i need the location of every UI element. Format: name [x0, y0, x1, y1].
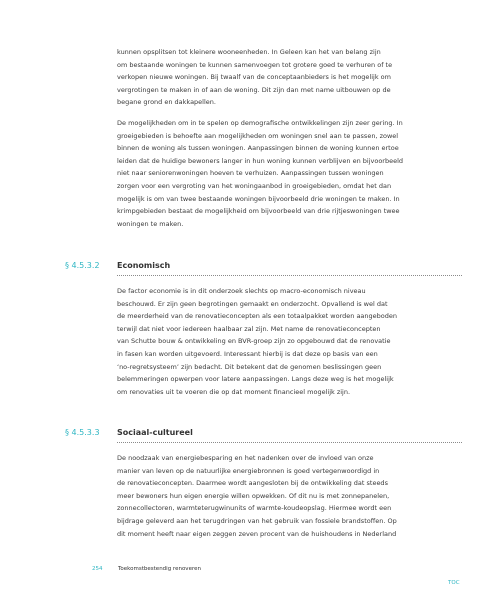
text-line: woningen te maken. — [117, 219, 184, 228]
section-divider — [117, 442, 462, 443]
section-heading-economic — [65, 261, 465, 275]
text-line: beschouwd. Er zijn geen begrotingen gemaakt en onderzocht. Opvallend is wel dat — [117, 299, 388, 308]
text-line: manier van leven op de natuurlijke energiebronnen is goed vertegenwoordigd in — [117, 466, 380, 475]
text-line: de renovatieconcepten. Daarmee wordt aangesloten bij de ontwikkeling dat steeds — [117, 479, 388, 488]
text-line: dit moment heeft naar eigen zeggen zeven procent van de huishoudens in Nederland — [117, 529, 397, 538]
book-title: Toekomstbestendig renoveren — [118, 566, 201, 572]
text-line: meer bewoners hun eigen energie willen opwekken. Of dit nu is met zonnepanelen, — [117, 491, 390, 500]
text-line: zonnecollectoren, warmteterugwinunits of warmte-koudeopslag. Hiermee wordt een — [117, 504, 392, 513]
text-line: krimpgebieden bestaat de mogelijkheid om bijvoorbeeld van drie rijtjeswoningen twee — [117, 207, 400, 216]
social-paragraph — [117, 452, 462, 540]
text-line: bijdrage geleverd aan het terugdringen van het gebruik van fossiele brandstoffen. Op — [117, 516, 397, 525]
toc-link[interactable]: TOC — [448, 580, 460, 586]
text-line: zorgen voor een vergroting van het woningaanbod in groeigebieden, omdat het dan — [117, 181, 392, 190]
text-line: om renovaties uit te voeren die op dat moment financieel mogelijk zijn. — [117, 387, 351, 396]
text-line: De mogelijkheden om in te spelen op demografische ontwikkelingen zijn zeer gering. In — [117, 119, 403, 127]
economic-paragraph — [117, 285, 462, 398]
section-heading-social — [65, 428, 465, 442]
section-divider — [117, 275, 462, 276]
section-number: § 4.5.3.3 — [65, 428, 100, 437]
text-line: de meerderheid van de renovatieconcepten als een totaalpakket worden aangeboden — [117, 312, 398, 321]
text-line: De factor economie is in dit onderzoek slechts op macro-economisch niveau — [117, 287, 366, 295]
text-line: belemmeringen opwerpen voor latere aanpassingen. Langs deze weg is het mogelijk — [117, 375, 394, 384]
text-line: vergrotingen te maken in of aan de woning. Dit zijn dan met name uitbouwen op de — [117, 85, 391, 94]
text-line: van Schutte bouw & ontwikkeling en BVR-groep zijn zo opgebouwd dat de renovatie — [117, 337, 391, 346]
text-line: mogelijk is om van twee bestaande woningen bijvoorbeeld drie woningen te maken. In — [117, 194, 400, 203]
text-line: kunnen opsplitsen tot kleinere wooneenheden. In Geleen kan het van belang zijn — [117, 48, 381, 56]
text-line: om bestaande woningen te kunnen samenvoegen tot grotere goed te verhuren of te — [117, 60, 393, 69]
text-line: verkopen nieuwe woningen. Bij twaalf van de conceptaanbieders is het mogelijk om — [117, 73, 391, 82]
section-number: § 4.5.3.2 — [65, 261, 100, 270]
demographic-paragraph — [117, 117, 462, 230]
text-line: niet naar seniorenwoningen hoeven te verhuizen. Aanpassingen tussen woningen — [117, 169, 384, 178]
text-line: groeigebieden is behoefte aan mogelijkheden om woningen snel aan te passen, zowel — [117, 131, 399, 140]
text-line: De noodzaak van energiebesparing en het nadenken over de invloed van onze — [117, 454, 374, 462]
text-line: terwijl dat niet voor iedereen haalbaar zal zijn. Met name de renovatieconcepten — [117, 324, 381, 333]
intro-paragraph — [117, 46, 462, 109]
section-title: Sociaal-cultureel — [117, 428, 193, 437]
section-title: Economisch — [117, 261, 171, 270]
text-line: begane grond en dakkapellen. — [117, 98, 216, 107]
text-line: leiden dat de huidige bewoners langer in hun woning kunnen verblijven en bijvoorbeeld — [117, 156, 404, 165]
text-line: in fasen kan worden uitgevoerd. Interessant hierbij is dat deze op basis van een — [117, 349, 378, 358]
text-line: ‘no-regretsysteem’ zijn bedacht. Dit betekent dat de genomen beslissingen geen — [117, 362, 382, 371]
page-number: 254 — [92, 566, 103, 572]
text-line: binnen de woning als tussen woningen. Aanpassingen binnen de woning kunnen ertoe — [117, 144, 399, 153]
